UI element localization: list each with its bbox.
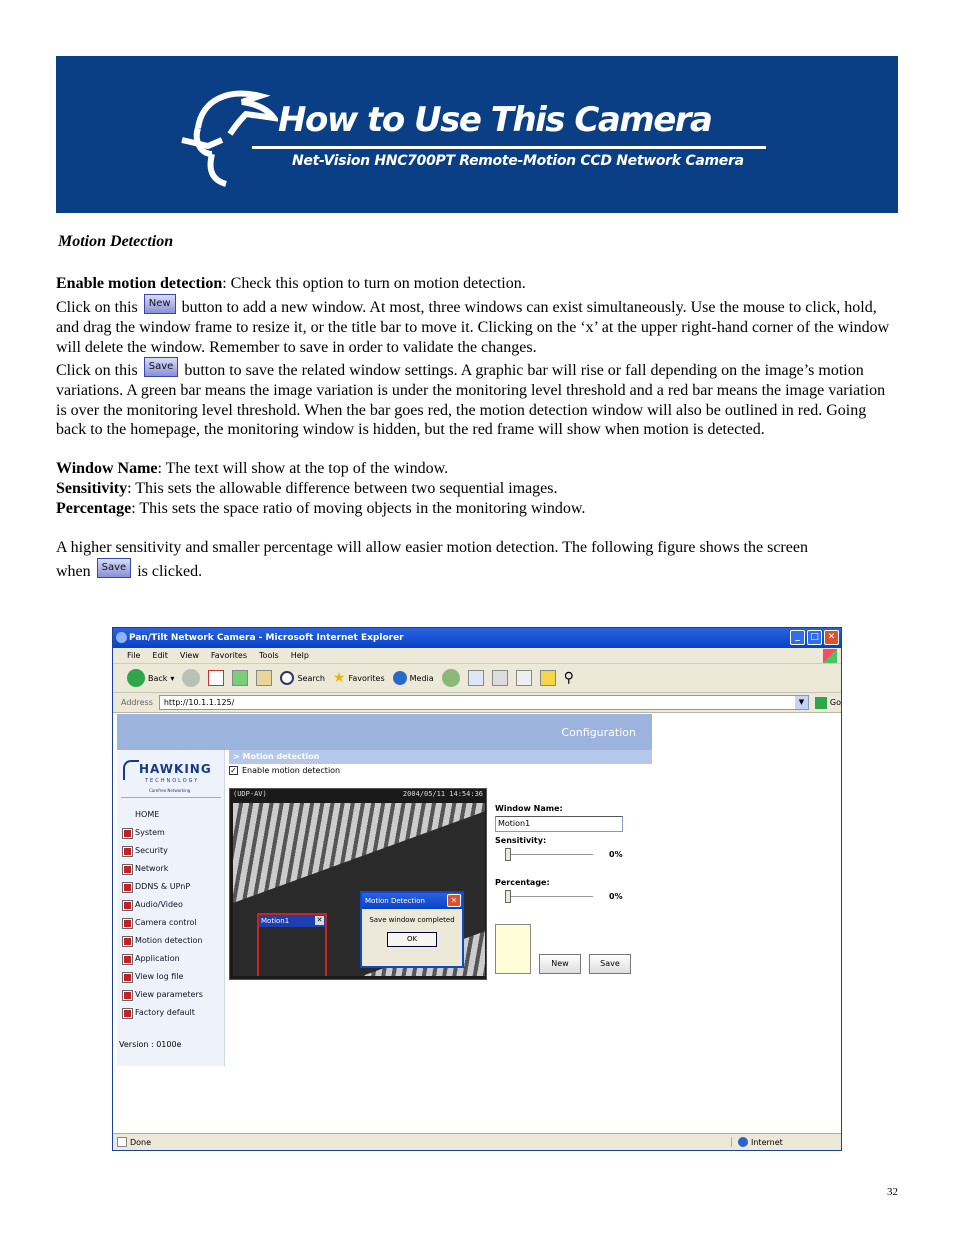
menu-bar xyxy=(113,648,841,664)
nav-network[interactable]: Network xyxy=(123,860,203,878)
banner-rule xyxy=(252,146,766,149)
dialog-message: Save window completed xyxy=(369,916,455,924)
brand-name: HAWKING xyxy=(139,762,212,776)
percentage-term: Percentage xyxy=(56,500,132,517)
search-icon xyxy=(280,671,294,685)
ie-icon xyxy=(116,632,127,643)
hawking-logo xyxy=(121,756,221,798)
enable-row xyxy=(229,766,340,775)
menu-help[interactable]: Help xyxy=(290,651,309,660)
configuration-band xyxy=(117,714,652,750)
window-name-desc: : The text will show at the top of the window. xyxy=(157,460,449,477)
minimize-button[interactable]: _ xyxy=(790,630,805,645)
dialog-ok-button[interactable]: OK xyxy=(387,932,437,947)
hawk-icon xyxy=(123,760,139,780)
save-paragraph xyxy=(56,361,898,440)
sensitivity-value: 0% xyxy=(609,850,623,859)
eagle-logo-icon xyxy=(168,70,278,190)
brand-tech: TECHNOLOGY xyxy=(145,778,200,784)
header-banner xyxy=(56,56,898,213)
version-label: Version : 0100e xyxy=(119,1040,182,1049)
nav-list xyxy=(123,806,203,1022)
section-title: Motion Detection xyxy=(58,233,174,250)
status-done xyxy=(117,1137,731,1147)
star-icon: ★ xyxy=(332,670,346,686)
motion-level-bar xyxy=(495,924,531,974)
media-icon xyxy=(393,671,407,685)
window-name-paragraph xyxy=(56,459,898,479)
nav-factory-default[interactable]: Factory default xyxy=(123,1004,203,1022)
enable-paragraph xyxy=(56,274,898,294)
when-pre: when xyxy=(56,563,91,580)
media-button[interactable] xyxy=(393,671,434,685)
nav-audio-video[interactable]: Audio/Video xyxy=(123,896,203,914)
maximize-button[interactable]: □ xyxy=(807,630,822,645)
sensitivity-desc: : This sets the allowable difference between two sequential images. xyxy=(127,480,558,497)
windows-logo-icon xyxy=(823,649,837,663)
percentage-slider[interactable] xyxy=(495,887,645,907)
address-value: http://10.1.1.125/ xyxy=(163,698,235,707)
browser-screenshot xyxy=(112,627,842,1151)
back-label: Back xyxy=(148,673,168,683)
save-pre: Click on this xyxy=(56,362,138,379)
banner-subtitle: Net-Vision HNC700PT Remote-Motion CCD Network Camera xyxy=(292,153,744,169)
address-label: Address xyxy=(121,698,153,707)
cam-protocol: (UDP-AV) xyxy=(233,790,267,798)
when-paragraph xyxy=(56,562,898,582)
browser-titlebar xyxy=(113,628,841,648)
motion-form xyxy=(495,788,645,968)
sensitivity-thumb[interactable] xyxy=(505,848,511,861)
page-icon xyxy=(117,1137,127,1147)
percentage-desc: : This sets the space ratio of moving objects in the monitoring window. xyxy=(131,500,586,517)
new-button[interactable]: New xyxy=(539,954,581,974)
window-name-label: Window Name: xyxy=(495,804,563,813)
globe-icon xyxy=(738,1137,748,1147)
dialog-title: Motion Detection xyxy=(365,897,425,905)
sidebar xyxy=(117,750,225,1066)
when-post: is clicked. xyxy=(137,563,203,580)
close-button[interactable]: ✕ xyxy=(824,630,839,645)
motion-window-title: Motion1 xyxy=(261,917,290,925)
new-paragraph xyxy=(56,298,898,357)
favorites-button[interactable] xyxy=(333,670,385,686)
favorites-label: Favorites xyxy=(348,673,385,683)
mail-icon[interactable] xyxy=(468,670,484,686)
inline-save-button: Save xyxy=(144,357,179,377)
menu-favorites[interactable]: Favorites xyxy=(210,651,248,660)
search-button[interactable] xyxy=(280,671,324,685)
stop-icon[interactable] xyxy=(208,670,224,686)
nav-motion-detection[interactable]: Motion detection xyxy=(123,932,203,950)
nav-ddns-upnp[interactable]: DDNS & UPnP xyxy=(123,878,203,896)
sensitivity-slider[interactable] xyxy=(495,845,645,865)
nav-home[interactable]: HOME xyxy=(135,810,160,819)
go-arrow-icon xyxy=(815,697,827,709)
motion-window[interactable] xyxy=(257,913,327,976)
address-input[interactable] xyxy=(159,695,809,710)
back-arrow-icon xyxy=(127,669,145,687)
inline-new-button: New xyxy=(144,294,176,314)
window-name-term: Window Name xyxy=(56,460,158,477)
cam-timestamp: 2004/05/11 14:54:36 xyxy=(402,790,483,798)
messenger-icon[interactable]: ⚲ xyxy=(563,670,574,686)
motion-detection-header: > Motion detection xyxy=(229,750,652,764)
browser-title: Pan/Tilt Network Camera - Microsoft Internet Explorer xyxy=(129,633,404,643)
search-label: Search xyxy=(297,673,325,683)
save-post: button to save the related window settings. A graphic bar will rise or fall depending on the image’s motion variations. A green bar means the image variation is under the monitoring level threshold and a red bar means the image variation is over the monitoring level threshold. When the bar goes red, the motion detection window will also be outlined in red. Going back to the homepage, the monitoring window is hidden, but the red frame will show when motion is detected. xyxy=(56,362,886,439)
edit-icon[interactable] xyxy=(516,670,532,686)
percentage-thumb[interactable] xyxy=(505,890,511,903)
discuss-icon[interactable] xyxy=(540,670,556,686)
nav-view-parameters[interactable]: View parameters xyxy=(123,986,203,1004)
nav-security[interactable]: Security xyxy=(123,842,203,860)
browser-toolbar xyxy=(113,664,841,693)
nav-application[interactable]: Application xyxy=(123,950,203,968)
media-label: Media xyxy=(409,673,434,683)
history-icon[interactable] xyxy=(442,669,460,687)
dialog-close-icon[interactable]: ✕ xyxy=(447,894,461,907)
nav-camera-control[interactable]: Camera control xyxy=(123,914,203,932)
new-post: button to add a new window. At most, three windows can exist simultaneously. Use the mouse to click, hold, and drag the window frame to resize it, or the title bar to move it. Clicking on the ‘x’ at the upper right-hand corner of the window will delete the window. Remember to save in order to validate the changes. xyxy=(56,299,890,356)
back-button[interactable]: Back ▾ xyxy=(127,669,174,687)
enable-label: Enable motion detection xyxy=(242,766,341,775)
nav-system[interactable]: System xyxy=(123,824,203,842)
motion-detection-dialog xyxy=(360,891,464,968)
percentage-label: Percentage: xyxy=(495,878,550,887)
dialog-titlebar xyxy=(362,893,462,909)
status-zone-label: Internet xyxy=(751,1137,783,1147)
address-bar xyxy=(113,693,841,713)
go-label: Go xyxy=(829,698,841,707)
menu-file[interactable]: File xyxy=(127,651,141,660)
print-icon[interactable] xyxy=(492,670,508,686)
home-icon[interactable] xyxy=(256,670,272,686)
save-button[interactable]: Save xyxy=(589,954,631,974)
inline-save-button-2: Save xyxy=(97,558,132,578)
status-bar xyxy=(113,1133,841,1150)
nav-view-log-file[interactable]: View log file xyxy=(123,968,203,986)
refresh-icon[interactable] xyxy=(232,670,248,686)
sensitivity-label: Sensitivity: xyxy=(495,836,547,845)
menu-tools[interactable]: Tools xyxy=(259,651,279,660)
percentage-value: 0% xyxy=(609,892,623,901)
enable-checkbox[interactable]: ✓ xyxy=(230,766,237,775)
sensitivity-track xyxy=(505,854,593,856)
window-name-input[interactable]: Motion1 xyxy=(495,816,623,832)
sensitivity-paragraph xyxy=(56,479,898,499)
status-zone xyxy=(731,1137,841,1147)
brand-tagline: Carefree Networking xyxy=(149,788,191,793)
sensitivity-term: Sensitivity xyxy=(56,480,128,497)
forward-arrow-icon[interactable] xyxy=(182,669,200,687)
go-button[interactable] xyxy=(815,697,841,709)
menu-edit[interactable]: Edit xyxy=(152,651,168,660)
page-number: 32 xyxy=(887,1186,898,1198)
motion-window-titlebar[interactable] xyxy=(259,915,325,927)
percentage-paragraph xyxy=(56,499,898,519)
status-done-label: Done xyxy=(130,1137,152,1147)
enable-term: Enable motion detection xyxy=(56,275,223,292)
banner-title: How to Use This Camera xyxy=(278,100,712,140)
enable-desc: : Check this option to turn on motion detection. xyxy=(222,275,526,292)
percentage-track xyxy=(505,896,593,898)
menu-view[interactable]: View xyxy=(179,651,199,660)
chevron-down-icon[interactable]: ▼ xyxy=(795,696,808,709)
page-content xyxy=(113,714,841,1132)
new-pre: Click on this xyxy=(56,299,138,316)
higher-paragraph xyxy=(56,538,898,558)
configuration-label: Configuration xyxy=(561,726,636,739)
close-icon[interactable]: ✕ xyxy=(316,916,323,924)
higher-text: A higher sensitivity and smaller percentage will allow easier motion detection. The following figure shows the screen xyxy=(56,539,808,556)
